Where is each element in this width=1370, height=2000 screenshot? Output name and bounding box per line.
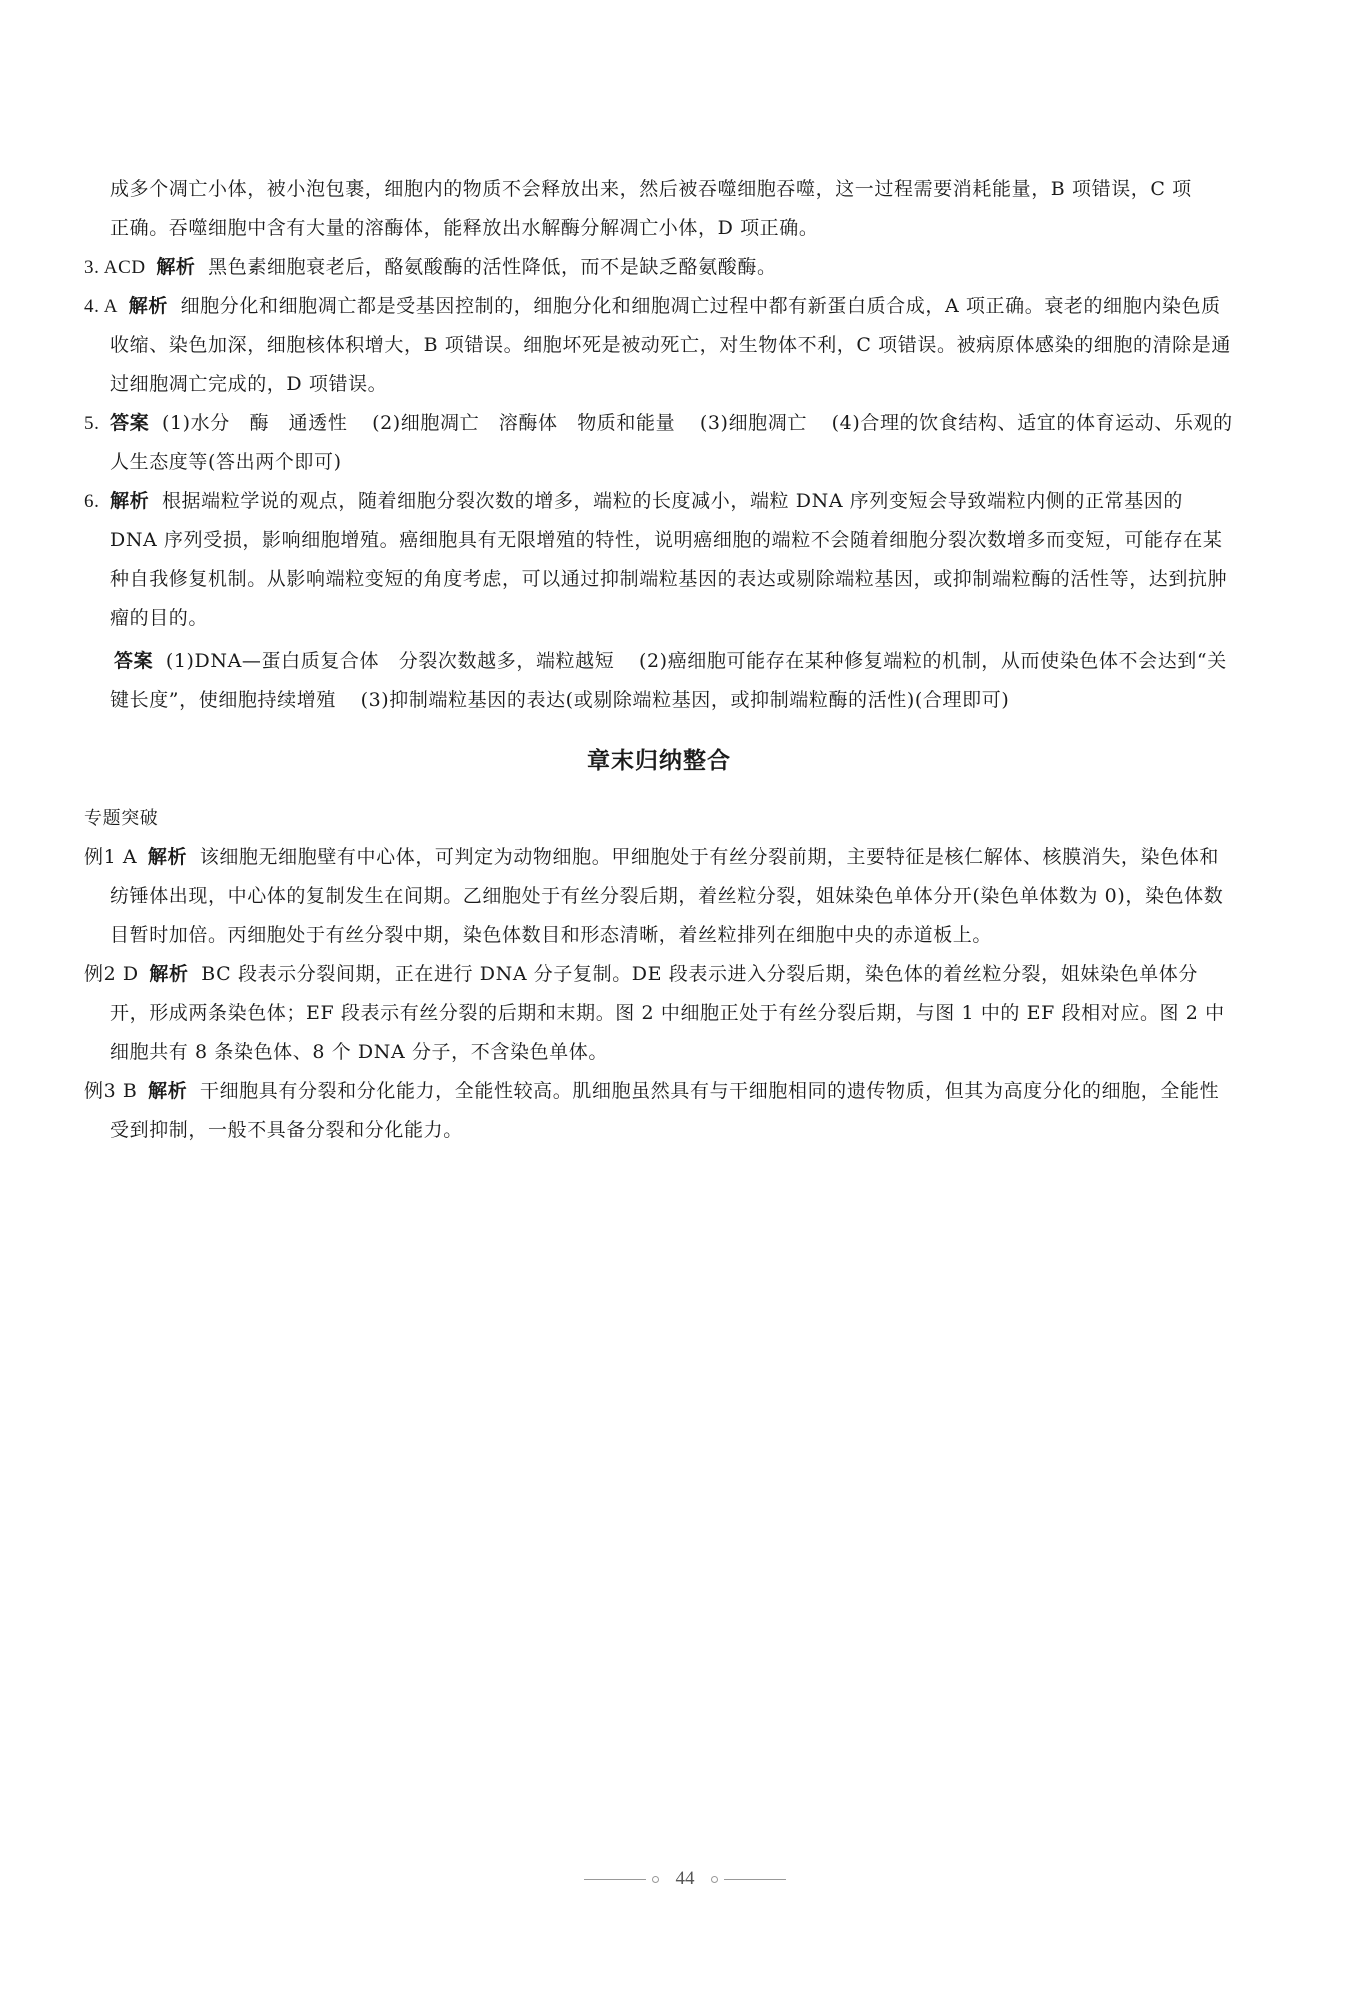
question-5-part-1: (1)水分 酶 通透性 (161, 412, 348, 434)
question-6-tag: 解析 (110, 490, 150, 512)
footer-rule-left (584, 1879, 646, 1880)
example-1-tag: 解析 (147, 846, 188, 868)
question-6 (84, 482, 1234, 638)
example-1 (84, 838, 1234, 955)
question-4-number: 4. A (84, 296, 119, 317)
footer-dot-right (711, 1876, 718, 1883)
question-6-answer-part-3: (3)抑制端粒基因的表达(或剔除端粒基因，或抑制端粒酶的活性)(合理即可) (360, 689, 1010, 711)
question-3-number: 3. ACD (84, 257, 146, 278)
question-4-text: 细胞分化和细胞凋亡都是受基因控制的，细胞分化和细胞凋亡过程中都有新蛋白质合成，A 项正确。衰老的细胞内染色质收缩、染色加深，细胞核体积增大，B 项错误。细胞坏死是被动死亡，对生物体不利，C 项错误。被病原体感染的细胞的清除是通过细胞凋亡完成的，D 项错误。 (110, 295, 1231, 395)
section-title: 章末归纳整合 (587, 748, 731, 774)
example-3-text: 干细胞具有分裂和分化能力，全能性较高。肌细胞虽然具有与干细胞相同的遗传物质，但其为高度分化的细胞，全能性受到抑制，一般不具备分裂和分化能力。 (110, 1080, 1220, 1141)
question-6-answer (84, 642, 1234, 720)
question-6-number: 6. (84, 491, 100, 512)
section-subhead: 专题突破 (84, 808, 159, 829)
question-4-tag: 解析 (128, 295, 168, 317)
question-6-text: 根据端粒学说的观点，随着细胞分裂次数的增多，端粒的长度减小，端粒 DNA 序列变短会导致端粒内侧的正常基因的 DNA 序列受损，影响细胞增殖。癌细胞具有无限增殖的特性，说明癌细胞的端粒不会随着细胞分裂次数增多而变短，可能存在某种自我修复机制。从影响端粒变短的角度考虑，可以通过抑制端粒基因的表达或剔除端粒基因，或抑制端粒酶的活性等，达到抗肿瘤的目的。 (110, 490, 1228, 629)
continuation-line-1: 成多个凋亡小体，被小泡包裹，细胞内的物质不会释放出来，然后被吞噬细胞吞噬，这一过程需要消耗能量，B 项错误，C 项 (110, 178, 1192, 200)
example-2-label: 例2 D (84, 963, 139, 985)
question-5-tag: 答案 (110, 412, 150, 434)
question-5 (84, 404, 1234, 482)
example-3-label: 例3 B (84, 1080, 138, 1102)
example-1-label: 例1 A (84, 846, 138, 868)
question-5-number: 5. (84, 413, 100, 434)
question-5-part-4: (4)合理的饮食结构、适宜的体育运动、乐观的人生态度等(答出两个即可) (110, 412, 1233, 473)
question-5-part-3: (3)细胞凋亡 (699, 412, 807, 434)
example-2-tag: 解析 (149, 963, 189, 985)
question-3-text: 黑色素细胞衰老后，酪氨酸酶的活性降低，而不是缺乏酪氨酸酶。 (208, 256, 777, 278)
question-6-answer-part-2: (2)癌细胞可能存在某种修复端粒的机制，从而使染色体不会达到“关键长度”，使细胞持续增殖 (110, 650, 1227, 711)
question-3 (84, 248, 1234, 287)
footer-dot-left (652, 1876, 659, 1883)
question-5-part-2: (2)细胞凋亡 溶酶体 物质和能量 (372, 412, 676, 434)
question-4 (84, 287, 1234, 404)
example-2-text: BC 段表示分裂间期，正在进行 DNA 分子复制。DE 段表示进入分裂后期，染色体的着丝粒分裂，姐妹染色单体分开，形成两条染色体；EF 段表示有丝分裂的后期和末期。图 2 中细胞正处于有丝分裂后期，与图 1 中的 EF 段相对应。图 2 中细胞共有 8 条染色体、8 个 DNA 分子，不含染色单体。 (110, 963, 1225, 1063)
answer-content (84, 170, 1234, 1150)
question-3-tag: 解析 (156, 256, 196, 278)
question-6-answer-part-1: (1)DNA—蛋白质复合体 分裂次数越多，端粒越短 (165, 650, 615, 672)
page-number: 44 (675, 1868, 695, 1889)
question-6-answer-tag: 答案 (114, 650, 154, 672)
page-footer (0, 1868, 1370, 1890)
example-3 (84, 1072, 1234, 1150)
continuation-paragraph (84, 170, 1234, 248)
example-3-tag: 解析 (148, 1080, 188, 1102)
continuation-line-2: 正确。吞噬细胞中含有大量的溶酶体，能释放出水解酶分解凋亡小体，D 项正确。 (110, 217, 819, 239)
footer-rule-right (724, 1879, 786, 1880)
example-1-text: 该细胞无细胞壁有中心体，可判定为动物细胞。甲细胞处于有丝分裂前期，主要特征是核仁解体、核膜消失，染色体和纺锤体出现，中心体的复制发生在间期。乙细胞处于有丝分裂后期，着丝粒分裂，姐妹染色单体分开(染色单体数为 0)，染色体数目暂时加倍。丙细胞处于有丝分裂中期，染色体数目和形态清晰，着丝粒排列在细胞中央的赤道板上。 (110, 846, 1224, 946)
example-2 (84, 955, 1234, 1072)
